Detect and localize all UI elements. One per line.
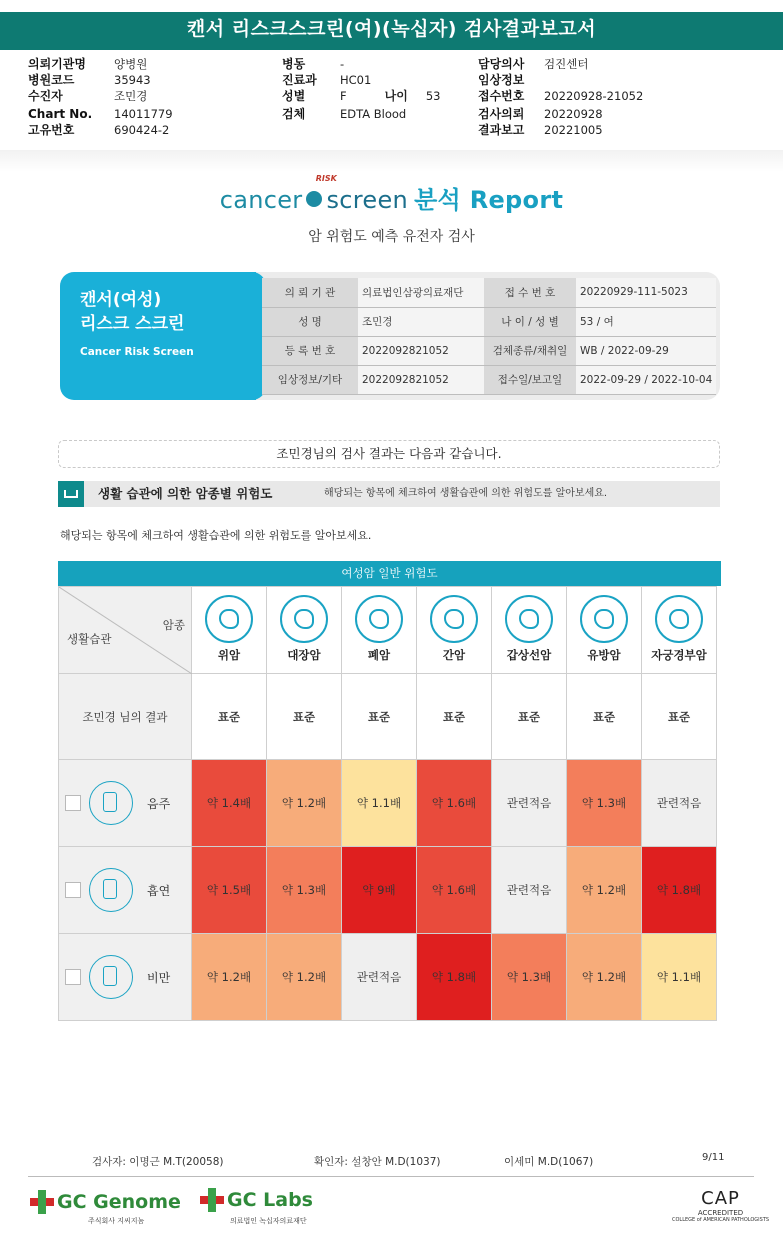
value-specimen: EDTA Blood xyxy=(340,107,407,121)
obesity-icon xyxy=(89,955,133,999)
page-number: 9/11 xyxy=(702,1152,725,1163)
label-department: 진료과 xyxy=(282,73,317,87)
cancer-name: 갑상선암 xyxy=(506,648,552,662)
cap-text: CAP xyxy=(701,1188,740,1209)
banner-divider xyxy=(0,47,783,50)
habit-header xyxy=(59,760,192,847)
risk-cell: 관련적음 xyxy=(492,847,567,934)
logo-word-report: 분석 Report xyxy=(414,186,564,214)
card-value: WB / 2022-09-29 xyxy=(576,336,716,365)
report-subtitle: 암 위험도 예측 유전자 검사 xyxy=(308,229,475,245)
value-report-date: 20221005 xyxy=(544,123,603,137)
card-key: 임상정보/기타 xyxy=(262,365,358,394)
card-key: 성 명 xyxy=(262,307,358,336)
cap-college-text: COLLEGE of AMERICAN PATHOLOGISTS xyxy=(672,1217,770,1223)
patient-result-cell: 표준 xyxy=(642,674,717,760)
risk-cell: 약 1.2배 xyxy=(192,934,267,1021)
value-doctor: 검진센터 xyxy=(544,57,589,71)
habit-label: 음주 xyxy=(147,796,171,811)
cancer-header xyxy=(192,587,267,674)
cancer-name: 유방암 xyxy=(587,648,621,662)
label-specimen: 검체 xyxy=(282,107,306,121)
breast-icon xyxy=(580,595,628,643)
card-value: 20220929-111-5023 xyxy=(576,278,716,307)
risk-cell: 약 1.1배 xyxy=(642,934,717,1021)
card-title-en: Cancer Risk Screen xyxy=(80,346,194,358)
section-description: 해당되는 항목에 체크하여 생활습관에 의한 위험도를 알아보세요. xyxy=(324,488,608,499)
gc-labs-sub: 의료법인 녹십자의료재단 xyxy=(230,1217,307,1225)
bed-icon xyxy=(58,481,84,507)
value-department: HC01 xyxy=(340,73,372,87)
patient-result-cell: 표준 xyxy=(417,674,492,760)
risk-cell: 약 1.2배 xyxy=(567,847,642,934)
lung-icon xyxy=(355,595,403,643)
label-institution: 의뢰기관명 xyxy=(28,57,86,71)
value-ward: - xyxy=(340,57,345,71)
logo-risk-tag: RISK xyxy=(315,174,337,183)
risk-cell: 약 1.8배 xyxy=(642,847,717,934)
gc-cross-icon xyxy=(200,1188,224,1212)
label-request-date: 검사의뢰 xyxy=(478,107,525,121)
label-patient: 수진자 xyxy=(28,89,63,103)
cancer-header xyxy=(417,587,492,674)
label-receipt-no: 접수번호 xyxy=(478,89,525,103)
gc-cross-icon xyxy=(30,1190,54,1214)
corner-label-cancer: 암종 xyxy=(162,618,185,632)
uterus-icon xyxy=(655,595,703,643)
card-value: 의료법인삼광의료재단 xyxy=(358,278,484,307)
liver-icon xyxy=(430,595,478,643)
value-hospital-code: 35943 xyxy=(114,73,151,87)
cancer-name: 위암 xyxy=(217,648,241,662)
card-row xyxy=(262,278,716,307)
card-title-line1: 캔서(여성) xyxy=(80,290,162,310)
label-doctor: 담당의사 xyxy=(478,57,525,71)
card-info-table xyxy=(262,278,716,395)
instruction-text: 해당되는 항목에 체크하여 생활습관에 의한 위험도를 알아보세요. xyxy=(60,529,372,542)
card-key: 등 록 번 호 xyxy=(262,336,358,365)
cancer-header xyxy=(492,587,567,674)
tester-signature: 검사자: 이명근 M.T(20058) xyxy=(92,1156,224,1168)
header-info-right xyxy=(478,56,643,138)
thyroid-icon xyxy=(505,595,553,643)
card-title-panel xyxy=(60,272,256,400)
risk-cell: 약 1.2배 xyxy=(267,934,342,1021)
label-report-date: 결과보고 xyxy=(478,123,525,137)
habit-row xyxy=(59,847,717,934)
smoking-icon xyxy=(89,868,133,912)
grid-corner xyxy=(59,587,192,674)
footer-divider xyxy=(28,1176,754,1177)
risk-grid-title: 여성암 일반 위험도 xyxy=(58,561,721,586)
patient-result-cell: 표준 xyxy=(192,674,267,760)
cap-accredited-text: ACCREDITED xyxy=(697,1209,744,1217)
card-key: 의 뢰 기 관 xyxy=(262,278,358,307)
label-unique-id: 고유번호 xyxy=(28,123,75,137)
patient-result-cell: 표준 xyxy=(492,674,567,760)
card-value: 2022-09-29 / 2022-10-04 xyxy=(576,365,716,394)
card-key: 나 이 / 성 별 xyxy=(484,307,576,336)
cancer-name: 폐암 xyxy=(367,648,391,662)
habit-row xyxy=(59,760,717,847)
section-header xyxy=(58,481,720,507)
card-row xyxy=(262,336,716,365)
patient-result-cell: 표준 xyxy=(567,674,642,760)
corner-label-habit: 생활습관 xyxy=(67,632,112,646)
label-sex: 성별 xyxy=(282,89,306,103)
colon-icon xyxy=(280,595,328,643)
result-notice: 조민경님의 검사 결과는 다음과 같습니다. xyxy=(58,440,720,468)
risk-cell: 약 1.5배 xyxy=(192,847,267,934)
habit-label: 비만 xyxy=(147,970,171,985)
alcohol-icon xyxy=(89,781,133,825)
cancer-name: 자궁경부암 xyxy=(651,648,707,662)
cancer-header xyxy=(342,587,417,674)
stomach-icon xyxy=(205,595,253,643)
risk-cell: 약 1.3배 xyxy=(567,760,642,847)
card-value: 2022092821052 xyxy=(358,365,484,394)
card-row xyxy=(262,365,716,394)
label-ward: 병동 xyxy=(282,57,306,71)
patient-result-cell: 표준 xyxy=(267,674,342,760)
label-age: 나이 xyxy=(384,89,408,103)
header-info-left xyxy=(28,56,173,138)
risk-cell: 약 1.3배 xyxy=(267,847,342,934)
patient-result-cell: 표준 xyxy=(342,674,417,760)
cancer-name: 대장암 xyxy=(287,648,321,662)
gc-labs-logo xyxy=(200,1188,313,1225)
gc-genome-sub: 주식회사 지씨지놈 xyxy=(88,1217,145,1225)
patient-result-row xyxy=(59,674,717,760)
habit-header xyxy=(59,847,192,934)
habit-header xyxy=(59,934,192,1021)
risk-cell: 약 1.6배 xyxy=(417,847,492,934)
card-key: 검체종류/채취일 xyxy=(484,336,576,365)
section-title: 생활 습관에 의한 암종별 위험도 xyxy=(98,486,273,501)
risk-cell: 약 1.1배 xyxy=(342,760,417,847)
third-signature: 이세미 M.D(1067) xyxy=(504,1156,594,1168)
cap-accredited-logo xyxy=(672,1188,769,1223)
card-value: 조민경 xyxy=(358,307,484,336)
risk-cell: 약 1.3배 xyxy=(492,934,567,1021)
cancer-header xyxy=(567,587,642,674)
logo-word-screen: screen xyxy=(326,186,409,214)
value-unique-id: 690424-2 xyxy=(114,123,170,137)
risk-cell: 약 9배 xyxy=(342,847,417,934)
value-chart-no: 14011779 xyxy=(114,107,173,121)
risk-cell: 관련적음 xyxy=(642,760,717,847)
confirmer-signature: 확인자: 설창안 M.D(1037) xyxy=(314,1156,441,1168)
label-clinical-info: 임상정보 xyxy=(478,73,525,87)
report-title-banner: 캔서 리스크스크린(여)(녹십자) 검사결과보고서 xyxy=(0,12,783,47)
gc-genome-text: GC Genome xyxy=(57,1191,181,1213)
gc-genome-logo xyxy=(30,1190,181,1225)
cancer-header xyxy=(267,587,342,674)
card-title-line2: 리스크 스크린 xyxy=(80,314,185,334)
logo-dot-icon xyxy=(306,191,322,207)
cancer-header-row xyxy=(59,587,717,674)
header-info-middle xyxy=(282,56,440,122)
habit-checkbox[interactable] xyxy=(65,795,81,811)
risk-grid xyxy=(58,586,717,1021)
card-key: 접 수 번 호 xyxy=(484,278,576,307)
risk-cell: 약 1.2배 xyxy=(267,760,342,847)
value-receipt-no: 20220928-21052 xyxy=(544,89,644,103)
patient-info-card xyxy=(60,272,720,400)
risk-cell: 약 1.8배 xyxy=(417,934,492,1021)
cancer-name: 간암 xyxy=(442,648,466,662)
logo-word-cancer: cancer xyxy=(219,186,303,214)
card-value: 53 / 여 xyxy=(576,307,716,336)
risk-cell: 약 1.4배 xyxy=(192,760,267,847)
card-key: 접수일/보고일 xyxy=(484,365,576,394)
label-chart-no: Chart No. xyxy=(28,107,93,121)
value-age: 53 xyxy=(425,89,441,103)
risk-cell: 약 1.6배 xyxy=(417,760,492,847)
patient-result-label: 조민경 님의 결과 xyxy=(59,674,192,760)
habit-checkbox[interactable] xyxy=(65,882,81,898)
risk-cell: 약 1.2배 xyxy=(567,934,642,1021)
habit-checkbox[interactable] xyxy=(65,969,81,985)
habit-row xyxy=(59,934,717,1021)
cancer-header xyxy=(642,587,717,674)
gc-labs-text: GC Labs xyxy=(227,1189,313,1211)
risk-cell: 관련적음 xyxy=(492,760,567,847)
card-row xyxy=(262,307,716,336)
cancer-risk-screen-logo xyxy=(0,174,783,215)
value-sex: F xyxy=(340,89,347,103)
label-hospital-code: 병원코드 xyxy=(28,73,75,87)
value-patient: 조민경 xyxy=(114,89,148,103)
risk-cell: 관련적음 xyxy=(342,934,417,1021)
card-value: 2022092821052 xyxy=(358,336,484,365)
value-request-date: 20220928 xyxy=(544,107,603,121)
habit-label: 흡연 xyxy=(147,883,171,898)
value-institution: 양병원 xyxy=(114,57,148,71)
page-divider-shade xyxy=(0,150,783,172)
